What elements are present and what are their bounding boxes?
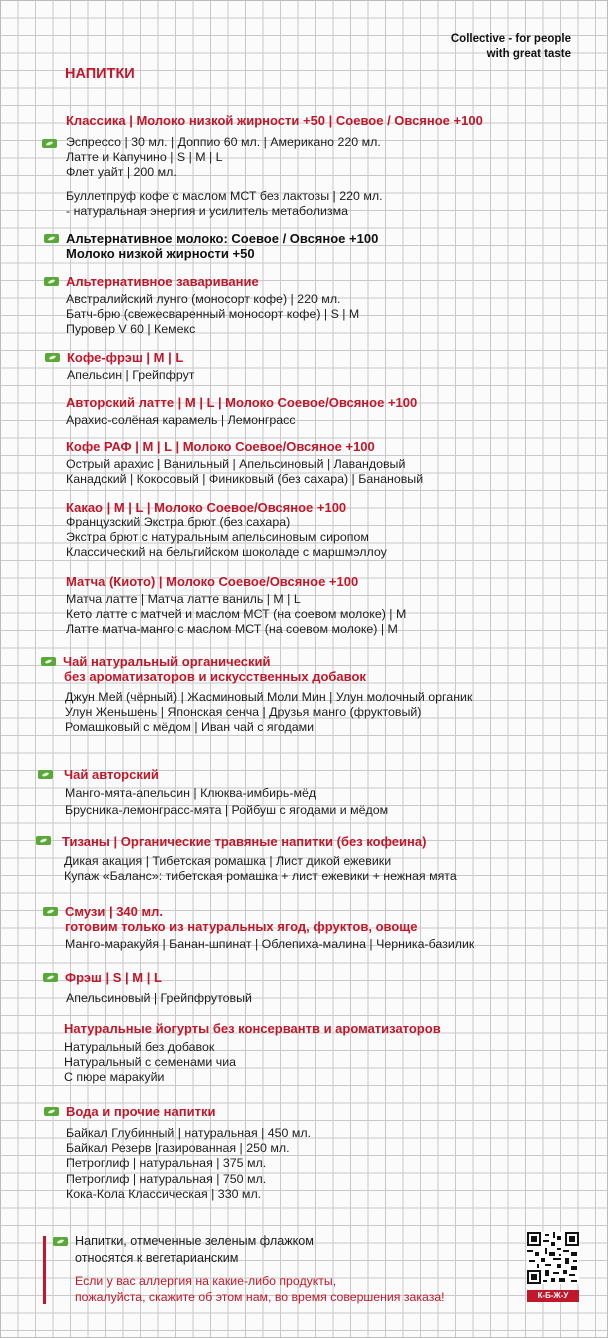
menu-line: Петроглиф | натуральная | 750 мл. <box>66 1171 267 1186</box>
section-heading-author-tea: Чай авторский <box>64 767 159 782</box>
menu-line: Купаж «Баланс»: тибетская ромашка + лист ежевики + нежная мята <box>64 869 457 884</box>
vegetarian-flag-icon <box>44 234 59 243</box>
vegetarian-flag-icon <box>53 1237 68 1246</box>
section-classic-bulletproof <box>66 189 383 219</box>
section-heading-cocoa: Какао | M | L | Молоко Соевое/Овсяное +100 <box>66 500 347 515</box>
vegetarian-flag-icon <box>45 353 60 362</box>
section-heading-raf: Кофе РАФ | M | L | Молоко Соевое/Овсяное +100 <box>66 439 375 454</box>
alt-milk-line: Альтернативное молоко: Соевое / Овсяное +100 <box>66 231 379 246</box>
vegetarian-flag-icon <box>36 836 51 845</box>
section-heading-tisanes: Тизаны | Органические травяные напитки (без кофеина) <box>62 834 427 849</box>
section-smoothie-lines <box>65 937 474 952</box>
smoothie-heading-line-1: Смузи | 340 мл. <box>65 904 163 919</box>
vegetarian-flag-icon <box>41 657 56 666</box>
section-tisanes-lines <box>64 854 457 884</box>
section-coffee-fresh-lines <box>67 368 194 383</box>
section-matcha-lines <box>66 592 406 638</box>
menu-line: Ромашковый с мёдом | Иван чай с ягодами <box>65 720 315 735</box>
section-heading-yogurt: Натуральные йогурты без консервантв и ароматизаторов <box>64 1021 441 1036</box>
menu-line: Канадский | Кокосовый | Финиковый (без сахара) | Банановый <box>66 472 424 487</box>
tagline-line-2: with great taste <box>486 48 571 60</box>
veg-note-line: Напитки, отмеченные зеленым флажком <box>75 1234 314 1248</box>
kbju-badge: К-Б-Ж-У <box>527 1290 579 1302</box>
menu-line: Батч-брю (свежесваренный моносорт кофе) | S | M <box>66 307 360 322</box>
section-water-lines <box>66 1126 311 1202</box>
menu-line: Эспрессо | 30 мл. | Доппио 60 мл. | Американо 220 мл. <box>66 135 381 149</box>
section-heading-organic-tea <box>63 654 366 684</box>
section-classic-lines <box>66 135 381 181</box>
menu-line: Французский Экстра брют (без сахара) <box>66 515 291 529</box>
organic-tea-heading-line-1: Чай натуральный органический <box>63 654 271 669</box>
allergy-note-line: Если у вас аллергия на какие-либо продукты, <box>75 1274 337 1288</box>
menu-line: Экстра брют с натуральным апельсиновым сиропом <box>66 530 369 545</box>
vegetarian-note <box>75 1233 314 1267</box>
menu-line: Пуровер V 60 | Кемекс <box>66 322 196 337</box>
menu-line: Апельсин | Грейпфрут <box>67 368 195 382</box>
section-organic-tea-lines <box>65 690 472 736</box>
section-fresh-lines <box>66 991 252 1006</box>
section-yogurt-lines <box>64 1040 236 1086</box>
menu-line: Латте матча-манго с маслом МСТ (на соевом молоке) | M <box>66 622 398 637</box>
menu-line: Апельсиновый | Грейпфрутовый <box>66 991 252 1005</box>
menu-line: Байкал Резерв |газированная | 250 мл. <box>66 1141 290 1156</box>
section-heading-fresh: Фрэш | S | M | L <box>65 970 162 985</box>
section-alt-milk <box>66 231 378 261</box>
section-heading-coffee-fresh: Кофе-фрэш | M | L <box>67 350 184 365</box>
veg-note-line: относятся к вегетарианским <box>75 1251 239 1265</box>
smoothie-heading-line-2: готовим только из натуральных ягод, фруктов, овоще <box>65 919 418 934</box>
menu-line: Матча латте | Матча латте ваниль | M | L <box>66 592 301 606</box>
vegetarian-flag-icon <box>43 973 58 982</box>
menu-line: Улун Женьшень | Японская сенча | Друзья манго (фруктовый) <box>65 705 422 720</box>
tagline-line-1: Collective - for people <box>450 33 571 45</box>
menu-line: Манго-мята-апельсин | Клюква-имбирь-мёд <box>65 786 317 800</box>
vegetarian-flag-icon <box>43 907 58 916</box>
menu-line: Кока-Кола Классическая | 330 мл. <box>66 1186 262 1201</box>
section-author-tea-lines <box>65 786 388 818</box>
section-heading-alt-brew: Альтернативное заваривание <box>66 274 259 289</box>
section-heading-smoothie <box>65 904 417 934</box>
menu-line: Классический на бельгийском шоколаде с маршмэллоу <box>66 545 387 560</box>
section-heading-water: Вода и прочие напитки <box>66 1104 216 1119</box>
vegetarian-flag-icon <box>44 1107 59 1116</box>
allergy-note-line: пожалуйста, скажите об этом нам, во время совершения заказа! <box>75 1290 445 1304</box>
menu-line: С пюре маракуйи <box>64 1070 165 1085</box>
menu-line: Арахис-солёная карамель | Лемонграсс <box>66 413 296 427</box>
section-raf-lines <box>66 457 423 487</box>
section-heading-classic: Классика | Молоко низкой жирности +50 | Соевое / Овсяное +100 <box>66 113 483 128</box>
menu-line: - натуральная энергия и усилитель метаболизма <box>66 204 349 219</box>
page-title: НАПИТКИ <box>65 66 135 82</box>
section-heading-author-latte: Авторский латте | M | L | Молоко Соевое/Овсяное +100 <box>66 395 418 410</box>
vegetarian-flag-icon <box>42 139 57 148</box>
allergy-note <box>75 1273 445 1305</box>
section-author-latte-lines <box>66 413 296 428</box>
section-heading-matcha: Матча (Киото) | Молоко Соевое/Овсяное +100 <box>66 574 359 589</box>
tagline <box>451 32 571 62</box>
menu-line: Латте и Капучино | S | M | L <box>66 150 223 165</box>
vegetarian-flag-icon <box>44 277 59 286</box>
menu-line: Натуральный без добавок <box>64 1040 215 1054</box>
menu-line: Манго-маракуйя | Банан-шпинат | Облепиха-малина | Черника-базилик <box>65 937 475 951</box>
note-accent-bar <box>43 1236 46 1304</box>
section-alt-brew-lines <box>66 292 359 338</box>
menu-line: Флет уайт | 200 мл. <box>66 165 177 180</box>
menu-line: Кето латте с матчей и маслом МСТ (на соевом молоке) | M <box>66 607 407 622</box>
menu-line: Джун Мей (чёрный) | Жасминовый Моли Мин | Улун молочный органик <box>65 690 473 704</box>
menu-line: Натуральный с семенами чиа <box>64 1055 237 1070</box>
section-cocoa-lines <box>66 515 387 561</box>
menu-line: Австралийский лунго (моносорт кофе) | 220 мл. <box>66 292 341 306</box>
menu-line: Байкал Глубинный | натуральная | 450 мл. <box>66 1126 312 1140</box>
menu-line: Буллетпруф кофе с маслом МСТ без лактозы | 220 мл. <box>66 189 383 203</box>
menu-line: Острый арахис | Ванильный | Апельсиновый | Лавандовый <box>66 457 406 471</box>
vegetarian-flag-icon <box>38 770 53 779</box>
alt-milk-line: Молоко низкой жирности +50 <box>66 246 255 261</box>
menu-line: Петроглиф | натуральная | 375 мл. <box>66 1156 267 1171</box>
qr-code-icon <box>527 1232 579 1284</box>
menu-line: Дикая акация | Тибетская ромашка | Лист дикой ежевики <box>64 854 392 868</box>
menu-line: Брусника-лемонграсс-мята | Ройбуш с ягодами и мёдом <box>65 803 389 818</box>
organic-tea-heading-line-2: без ароматизаторов и искусственных добавок <box>64 669 366 684</box>
